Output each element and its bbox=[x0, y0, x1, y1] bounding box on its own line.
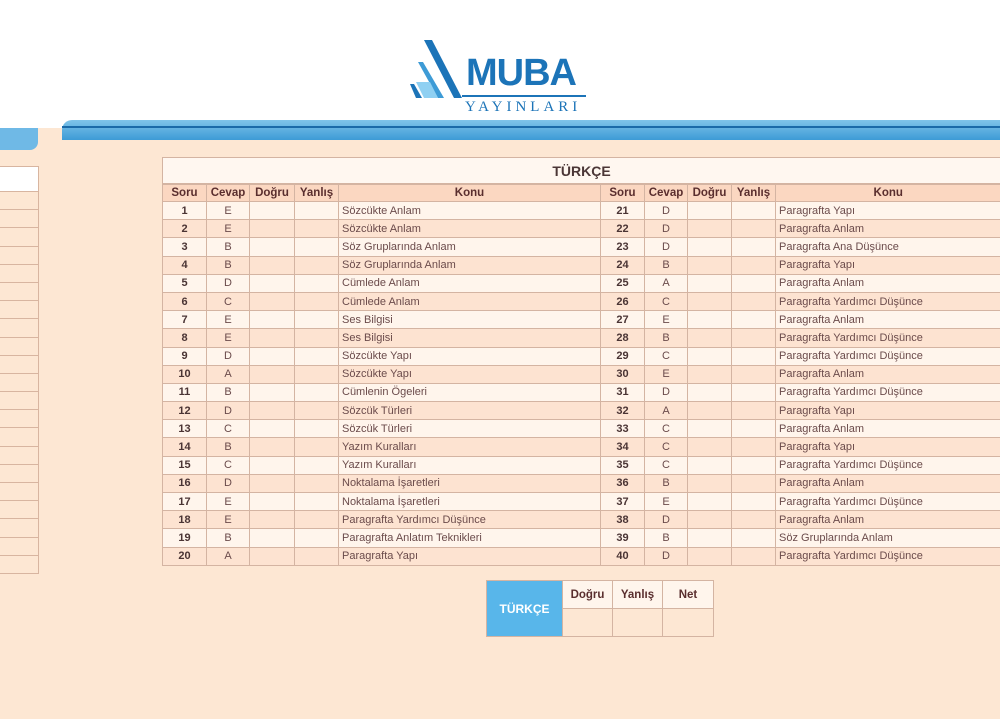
topic-cell: Söz Gruplarında Anlam bbox=[339, 256, 601, 274]
table-row bbox=[163, 529, 1000, 547]
topic-cell: Paragrafta Anlam bbox=[776, 365, 1000, 383]
topic-cell: Söz Gruplarında Anlam bbox=[339, 238, 601, 256]
wrong-mark-cell[interactable] bbox=[732, 256, 776, 274]
correct-mark-cell[interactable] bbox=[688, 511, 732, 529]
topic-cell: Paragrafta Yardımcı Düşünce bbox=[776, 383, 1000, 401]
col-header: Yanlış bbox=[295, 185, 339, 202]
table-row bbox=[163, 438, 1000, 456]
topic-cell: Paragrafta Ana Düşünce bbox=[776, 238, 1000, 256]
correct-mark-cell[interactable] bbox=[688, 420, 732, 438]
correct-mark-cell[interactable] bbox=[688, 238, 732, 256]
table-row bbox=[163, 511, 1000, 529]
wrong-mark-cell[interactable] bbox=[732, 420, 776, 438]
score-header-correct: Doğru bbox=[563, 581, 613, 609]
question-number: 36 bbox=[601, 474, 645, 492]
topic-cell: Cümlede Anlam bbox=[339, 292, 601, 310]
answer-cell: A bbox=[207, 547, 250, 565]
col-header: Konu bbox=[339, 185, 601, 202]
table-row bbox=[163, 347, 1000, 365]
wrong-mark-cell[interactable] bbox=[732, 511, 776, 529]
topic-cell: Paragrafta Yardımcı Düşünce bbox=[776, 493, 1000, 511]
wrong-mark-cell[interactable] bbox=[732, 347, 776, 365]
question-number: 38 bbox=[601, 511, 645, 529]
correct-mark-cell[interactable] bbox=[688, 383, 732, 401]
correct-mark-cell[interactable] bbox=[688, 329, 732, 347]
header-band-line bbox=[62, 126, 1000, 128]
answer-cell: E bbox=[207, 493, 250, 511]
question-number: 17 bbox=[163, 493, 207, 511]
topic-cell: Paragrafta Yapı bbox=[776, 256, 1000, 274]
wrong-mark-cell[interactable] bbox=[732, 529, 776, 547]
answer-key-panel bbox=[162, 157, 1000, 566]
question-number: 5 bbox=[163, 274, 207, 292]
table-row bbox=[163, 202, 1000, 220]
topic-cell: Sözcükte Anlam bbox=[339, 202, 601, 220]
correct-mark-cell[interactable] bbox=[250, 529, 295, 547]
col-header: Cevap bbox=[645, 185, 688, 202]
question-number: 2 bbox=[163, 220, 207, 238]
topic-cell: Paragrafta Anlam bbox=[776, 511, 1000, 529]
correct-mark-cell[interactable] bbox=[688, 274, 732, 292]
wrong-mark-cell[interactable] bbox=[732, 402, 776, 420]
answer-cell: C bbox=[645, 292, 688, 310]
correct-mark-cell[interactable] bbox=[250, 365, 295, 383]
correct-mark-cell[interactable] bbox=[250, 202, 295, 220]
correct-mark-cell[interactable] bbox=[688, 529, 732, 547]
answer-cell: B bbox=[207, 438, 250, 456]
question-number: 40 bbox=[601, 547, 645, 565]
question-number: 4 bbox=[163, 256, 207, 274]
correct-mark-cell[interactable] bbox=[250, 420, 295, 438]
topic-cell: Söz Gruplarında Anlam bbox=[776, 529, 1000, 547]
table-row bbox=[163, 402, 1000, 420]
wrong-mark-cell[interactable] bbox=[732, 220, 776, 238]
topic-cell: Paragrafta Anlatım Teknikleri bbox=[339, 529, 601, 547]
wrong-mark-cell[interactable] bbox=[732, 456, 776, 474]
wrong-mark-cell[interactable] bbox=[295, 311, 339, 329]
question-number: 19 bbox=[163, 529, 207, 547]
question-number: 37 bbox=[601, 493, 645, 511]
correct-mark-cell[interactable] bbox=[250, 329, 295, 347]
answer-cell: D bbox=[207, 274, 250, 292]
table-row bbox=[163, 365, 1000, 383]
answer-cell: A bbox=[207, 365, 250, 383]
question-number: 6 bbox=[163, 292, 207, 310]
correct-mark-cell[interactable] bbox=[250, 347, 295, 365]
table-row bbox=[163, 456, 1000, 474]
col-header: Konu bbox=[776, 185, 1000, 202]
question-number: 34 bbox=[601, 438, 645, 456]
answer-cell: E bbox=[207, 329, 250, 347]
question-number: 10 bbox=[163, 365, 207, 383]
correct-mark-cell[interactable] bbox=[688, 311, 732, 329]
score-net-cell[interactable] bbox=[663, 609, 714, 637]
col-header: Soru bbox=[601, 185, 645, 202]
topic-cell: Sözcükte Anlam bbox=[339, 220, 601, 238]
question-number: 31 bbox=[601, 383, 645, 401]
correct-mark-cell[interactable] bbox=[688, 220, 732, 238]
topic-cell: Paragrafta Anlam bbox=[776, 474, 1000, 492]
topic-cell: Noktalama İşaretleri bbox=[339, 474, 601, 492]
brand-rule bbox=[462, 95, 586, 97]
wrong-mark-cell[interactable] bbox=[295, 456, 339, 474]
topic-cell: Paragrafta Yardımcı Düşünce bbox=[776, 547, 1000, 565]
answer-cell: D bbox=[207, 347, 250, 365]
table-row bbox=[163, 329, 1000, 347]
correct-mark-cell[interactable] bbox=[250, 311, 295, 329]
answer-cell: B bbox=[645, 474, 688, 492]
table-row bbox=[163, 420, 1000, 438]
answer-cell: D bbox=[645, 220, 688, 238]
answer-cell: D bbox=[645, 202, 688, 220]
correct-mark-cell[interactable] bbox=[250, 493, 295, 511]
answer-cell: C bbox=[207, 456, 250, 474]
wrong-mark-cell[interactable] bbox=[295, 420, 339, 438]
wrong-mark-cell[interactable] bbox=[295, 202, 339, 220]
wrong-mark-cell[interactable] bbox=[732, 329, 776, 347]
topic-cell: Paragrafta Yardımcı Düşünce bbox=[776, 456, 1000, 474]
col-header: Doğru bbox=[250, 185, 295, 202]
topic-cell: Noktalama İşaretleri bbox=[339, 493, 601, 511]
answer-cell: C bbox=[645, 347, 688, 365]
question-number: 25 bbox=[601, 274, 645, 292]
question-number: 16 bbox=[163, 474, 207, 492]
answer-cell: B bbox=[207, 238, 250, 256]
answer-cell: B bbox=[207, 256, 250, 274]
answer-cell: D bbox=[645, 238, 688, 256]
topic-cell: Paragrafta Anlam bbox=[776, 311, 1000, 329]
correct-mark-cell[interactable] bbox=[250, 547, 295, 565]
table-row bbox=[163, 256, 1000, 274]
answer-cell: B bbox=[645, 529, 688, 547]
question-number: 33 bbox=[601, 420, 645, 438]
left-strip bbox=[0, 166, 39, 574]
answer-cell: D bbox=[645, 383, 688, 401]
question-number: 11 bbox=[163, 383, 207, 401]
question-number: 12 bbox=[163, 402, 207, 420]
correct-mark-cell[interactable] bbox=[250, 274, 295, 292]
topic-cell: Yazım Kuralları bbox=[339, 438, 601, 456]
question-number: 30 bbox=[601, 365, 645, 383]
topic-cell: Paragrafta Yardımcı Düşünce bbox=[776, 329, 1000, 347]
wrong-mark-cell[interactable] bbox=[732, 292, 776, 310]
answer-cell: C bbox=[207, 292, 250, 310]
col-header: Soru bbox=[163, 185, 207, 202]
table-row bbox=[163, 238, 1000, 256]
muba-logo bbox=[410, 40, 590, 120]
score-label: TÜRKÇE bbox=[487, 581, 563, 637]
wrong-mark-cell[interactable] bbox=[295, 438, 339, 456]
wrong-mark-cell[interactable] bbox=[295, 274, 339, 292]
wrong-mark-cell[interactable] bbox=[295, 547, 339, 565]
topic-cell: Paragrafta Anlam bbox=[776, 420, 1000, 438]
left-tab bbox=[0, 128, 38, 150]
correct-mark-cell[interactable] bbox=[688, 493, 732, 511]
question-number: 28 bbox=[601, 329, 645, 347]
wrong-mark-cell[interactable] bbox=[732, 383, 776, 401]
score-correct-cell[interactable] bbox=[563, 609, 613, 637]
correct-mark-cell[interactable] bbox=[688, 365, 732, 383]
correct-mark-cell[interactable] bbox=[688, 256, 732, 274]
correct-mark-cell[interactable] bbox=[250, 438, 295, 456]
topic-cell: Yazım Kuralları bbox=[339, 456, 601, 474]
table-row bbox=[163, 493, 1000, 511]
wrong-mark-cell[interactable] bbox=[295, 511, 339, 529]
wrong-mark-cell[interactable] bbox=[295, 365, 339, 383]
brand-name: MUBA bbox=[466, 52, 576, 94]
answer-cell: B bbox=[645, 256, 688, 274]
question-number: 9 bbox=[163, 347, 207, 365]
correct-mark-cell[interactable] bbox=[688, 474, 732, 492]
question-number: 21 bbox=[601, 202, 645, 220]
wrong-mark-cell[interactable] bbox=[295, 493, 339, 511]
answer-cell: C bbox=[645, 456, 688, 474]
question-number: 8 bbox=[163, 329, 207, 347]
answer-cell: D bbox=[645, 511, 688, 529]
answer-cell: A bbox=[645, 402, 688, 420]
correct-mark-cell[interactable] bbox=[250, 402, 295, 420]
wrong-mark-cell[interactable] bbox=[295, 402, 339, 420]
answer-cell: E bbox=[645, 365, 688, 383]
wrong-mark-cell[interactable] bbox=[295, 238, 339, 256]
correct-mark-cell[interactable] bbox=[250, 292, 295, 310]
correct-mark-cell[interactable] bbox=[688, 202, 732, 220]
question-number: 20 bbox=[163, 547, 207, 565]
wrong-mark-cell[interactable] bbox=[295, 347, 339, 365]
table-row bbox=[163, 292, 1000, 310]
question-number: 26 bbox=[601, 292, 645, 310]
correct-mark-cell[interactable] bbox=[250, 220, 295, 238]
answer-cell: C bbox=[645, 438, 688, 456]
question-number: 35 bbox=[601, 456, 645, 474]
wrong-mark-cell[interactable] bbox=[295, 383, 339, 401]
logo-mark-icon bbox=[410, 40, 468, 102]
header-band bbox=[62, 120, 1000, 140]
answer-cell: E bbox=[207, 202, 250, 220]
question-number: 24 bbox=[601, 256, 645, 274]
col-header: Cevap bbox=[207, 185, 250, 202]
section-title: TÜRKÇE bbox=[162, 157, 1000, 184]
topic-cell: Sözcükte Yapı bbox=[339, 347, 601, 365]
answer-cell: E bbox=[645, 493, 688, 511]
correct-mark-cell[interactable] bbox=[250, 474, 295, 492]
wrong-mark-cell[interactable] bbox=[295, 329, 339, 347]
correct-mark-cell[interactable] bbox=[250, 256, 295, 274]
wrong-mark-cell[interactable] bbox=[295, 220, 339, 238]
topic-cell: Cümlenin Ögeleri bbox=[339, 383, 601, 401]
topic-cell: Paragrafta Yardımcı Düşünce bbox=[776, 292, 1000, 310]
table-row bbox=[163, 383, 1000, 401]
correct-mark-cell[interactable] bbox=[250, 238, 295, 256]
table-row bbox=[163, 274, 1000, 292]
answer-cell: E bbox=[645, 311, 688, 329]
topic-cell: Ses Bilgisi bbox=[339, 329, 601, 347]
answer-cell: C bbox=[207, 420, 250, 438]
correct-mark-cell[interactable] bbox=[688, 347, 732, 365]
topic-cell: Paragrafta Yapı bbox=[776, 438, 1000, 456]
correct-mark-cell[interactable] bbox=[688, 402, 732, 420]
topic-cell: Paragrafta Yapı bbox=[776, 202, 1000, 220]
answer-key-table bbox=[162, 184, 1000, 566]
wrong-mark-cell[interactable] bbox=[295, 474, 339, 492]
question-number: 7 bbox=[163, 311, 207, 329]
question-number: 15 bbox=[163, 456, 207, 474]
score-wrong-cell[interactable] bbox=[613, 609, 663, 637]
wrong-mark-cell[interactable] bbox=[732, 438, 776, 456]
wrong-mark-cell[interactable] bbox=[732, 274, 776, 292]
answer-cell: B bbox=[645, 329, 688, 347]
correct-mark-cell[interactable] bbox=[688, 292, 732, 310]
wrong-mark-cell[interactable] bbox=[732, 238, 776, 256]
topic-cell: Cümlede Anlam bbox=[339, 274, 601, 292]
correct-mark-cell[interactable] bbox=[688, 456, 732, 474]
wrong-mark-cell[interactable] bbox=[732, 493, 776, 511]
wrong-mark-cell[interactable] bbox=[732, 547, 776, 565]
answer-cell: D bbox=[207, 474, 250, 492]
answer-cell: A bbox=[645, 274, 688, 292]
question-number: 1 bbox=[163, 202, 207, 220]
question-number: 23 bbox=[601, 238, 645, 256]
wrong-mark-cell[interactable] bbox=[732, 365, 776, 383]
topic-cell: Ses Bilgisi bbox=[339, 311, 601, 329]
answer-cell: B bbox=[207, 529, 250, 547]
question-number: 29 bbox=[601, 347, 645, 365]
correct-mark-cell[interactable] bbox=[250, 511, 295, 529]
topic-cell: Paragrafta Anlam bbox=[776, 220, 1000, 238]
question-number: 3 bbox=[163, 238, 207, 256]
topic-cell: Paragrafta Yapı bbox=[339, 547, 601, 565]
score-header-wrong: Yanlış bbox=[613, 581, 663, 609]
topic-cell: Paragrafta Yapı bbox=[776, 402, 1000, 420]
answer-cell: D bbox=[207, 402, 250, 420]
table-row bbox=[163, 311, 1000, 329]
wrong-mark-cell[interactable] bbox=[732, 474, 776, 492]
topic-cell: Paragrafta Anlam bbox=[776, 274, 1000, 292]
question-number: 14 bbox=[163, 438, 207, 456]
wrong-mark-cell[interactable] bbox=[295, 292, 339, 310]
answer-cell: E bbox=[207, 311, 250, 329]
topic-cell: Paragrafta Yardımcı Düşünce bbox=[776, 347, 1000, 365]
table-row bbox=[163, 474, 1000, 492]
question-number: 22 bbox=[601, 220, 645, 238]
correct-mark-cell[interactable] bbox=[250, 383, 295, 401]
answer-cell: C bbox=[645, 420, 688, 438]
wrong-mark-cell[interactable] bbox=[732, 202, 776, 220]
answer-cell: D bbox=[645, 547, 688, 565]
wrong-mark-cell[interactable] bbox=[295, 529, 339, 547]
col-header: Doğru bbox=[688, 185, 732, 202]
table-row bbox=[163, 220, 1000, 238]
question-number: 13 bbox=[163, 420, 207, 438]
score-table bbox=[486, 580, 714, 637]
table-header-row bbox=[163, 185, 1000, 202]
score-header-net: Net bbox=[663, 581, 714, 609]
answer-cell: E bbox=[207, 220, 250, 238]
question-number: 27 bbox=[601, 311, 645, 329]
brand-subtitle: YAYINLARI bbox=[465, 99, 582, 115]
question-number: 32 bbox=[601, 402, 645, 420]
col-header: Yanlış bbox=[732, 185, 776, 202]
table-row bbox=[163, 547, 1000, 565]
correct-mark-cell[interactable] bbox=[688, 438, 732, 456]
topic-cell: Paragrafta Yardımcı Düşünce bbox=[339, 511, 601, 529]
topic-cell: Sözcükte Yapı bbox=[339, 365, 601, 383]
wrong-mark-cell[interactable] bbox=[732, 311, 776, 329]
topic-cell: Sözcük Türleri bbox=[339, 402, 601, 420]
correct-mark-cell[interactable] bbox=[688, 547, 732, 565]
correct-mark-cell[interactable] bbox=[250, 456, 295, 474]
question-number: 18 bbox=[163, 511, 207, 529]
answer-cell: B bbox=[207, 383, 250, 401]
answer-cell: E bbox=[207, 511, 250, 529]
question-number: 39 bbox=[601, 529, 645, 547]
wrong-mark-cell[interactable] bbox=[295, 256, 339, 274]
topic-cell: Sözcük Türleri bbox=[339, 420, 601, 438]
